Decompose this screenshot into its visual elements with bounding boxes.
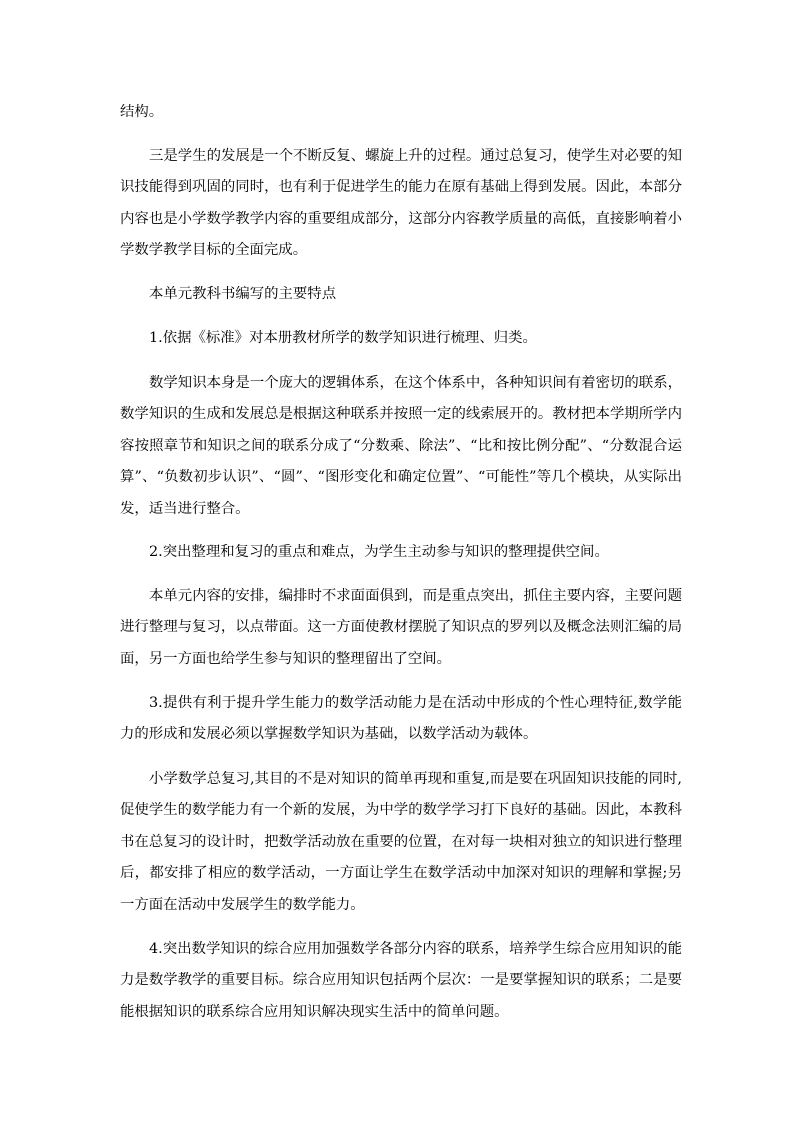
- paragraph-8: 小学数学总复习,其目的不是对知识的简单再现和重复,而是要在巩固知识技能的同时,促使学生的数学能力有一个新的发展，为中学的数学学习打下良好的基础。因此，本教科书在总复习的设计时，把数学活动放在重要的位置，在对每一块相对独立的知识进行整理后，都安排了相应的数学活动，一方面让学生在数学活动中加深对知识的理解和掌握;另一方面在活动中发展学生的数学能力。: [120, 771, 682, 913]
- paragraph-point-1: 1.依据《标准》对本册教材所学的数学知识进行梳理、归类。: [149, 330, 537, 346]
- paragraph-point-2: 2.突出整理和复习的重点和难点，为学生主动参与知识的整理提供空间。: [149, 544, 609, 560]
- paragraph-4: 数学知识本身是一个庞大的逻辑体系，在这个体系中，各种知识间有着密切的联系，数学知识的生成和发展总是根据这种联系并按照一定的线索展开的。教材把本学期所学内容按照章节和知识之间的联系分成了“分数乘、除法”、“比和按比例分配”、“分数混合运算”、“负数初步认识”、“圆”、“图形变化和确定位置”、“可能性”等几个模块，从实际出发，适当进行整合。: [120, 375, 682, 517]
- section-heading: 本单元教科书编写的主要特点: [149, 286, 337, 302]
- paragraph-point-4: 4.突出数学知识的综合应用加强数学各部分内容的联系，培养学生综合应用知识的能力是数学教学的重要目标。综合应用知识包括两个层次：一是要掌握知识的联系；二是要能根据知识的联系综合应用知识解决现实生活中的简单问题。: [120, 941, 682, 1020]
- paragraph-1: 结构。: [120, 104, 164, 120]
- paragraph-2: 三是学生的发展是一个不断反复、螺旋上升的过程。通过总复习，使学生对必要的知识技能得到巩固的同时，也有利于促进学生的能力在原有基础上得到发展。因此，本部分内容也是小学数学教学内容的重要组成部分，这部分内容教学质量的高低，直接影响着小学数学教学目标的全面完成。: [120, 148, 682, 259]
- paragraph-point-3: 3.提供有利于提升学生能力的数学活动能力是在活动中形成的个性心理特征,数学能力的形成和发展必须以掌握数学知识为基础，以数学活动为载体。: [120, 695, 682, 743]
- paragraph-6: 本单元内容的安排，编排时不求面面俱到，而是重点突出，抓住主要内容，主要问题进行整理与复习，以点带面。这一方面使教材摆脱了知识点的罗列以及概念法则汇编的局面，另一方面也给学生参与知识的整理留出了空间。: [120, 588, 682, 667]
